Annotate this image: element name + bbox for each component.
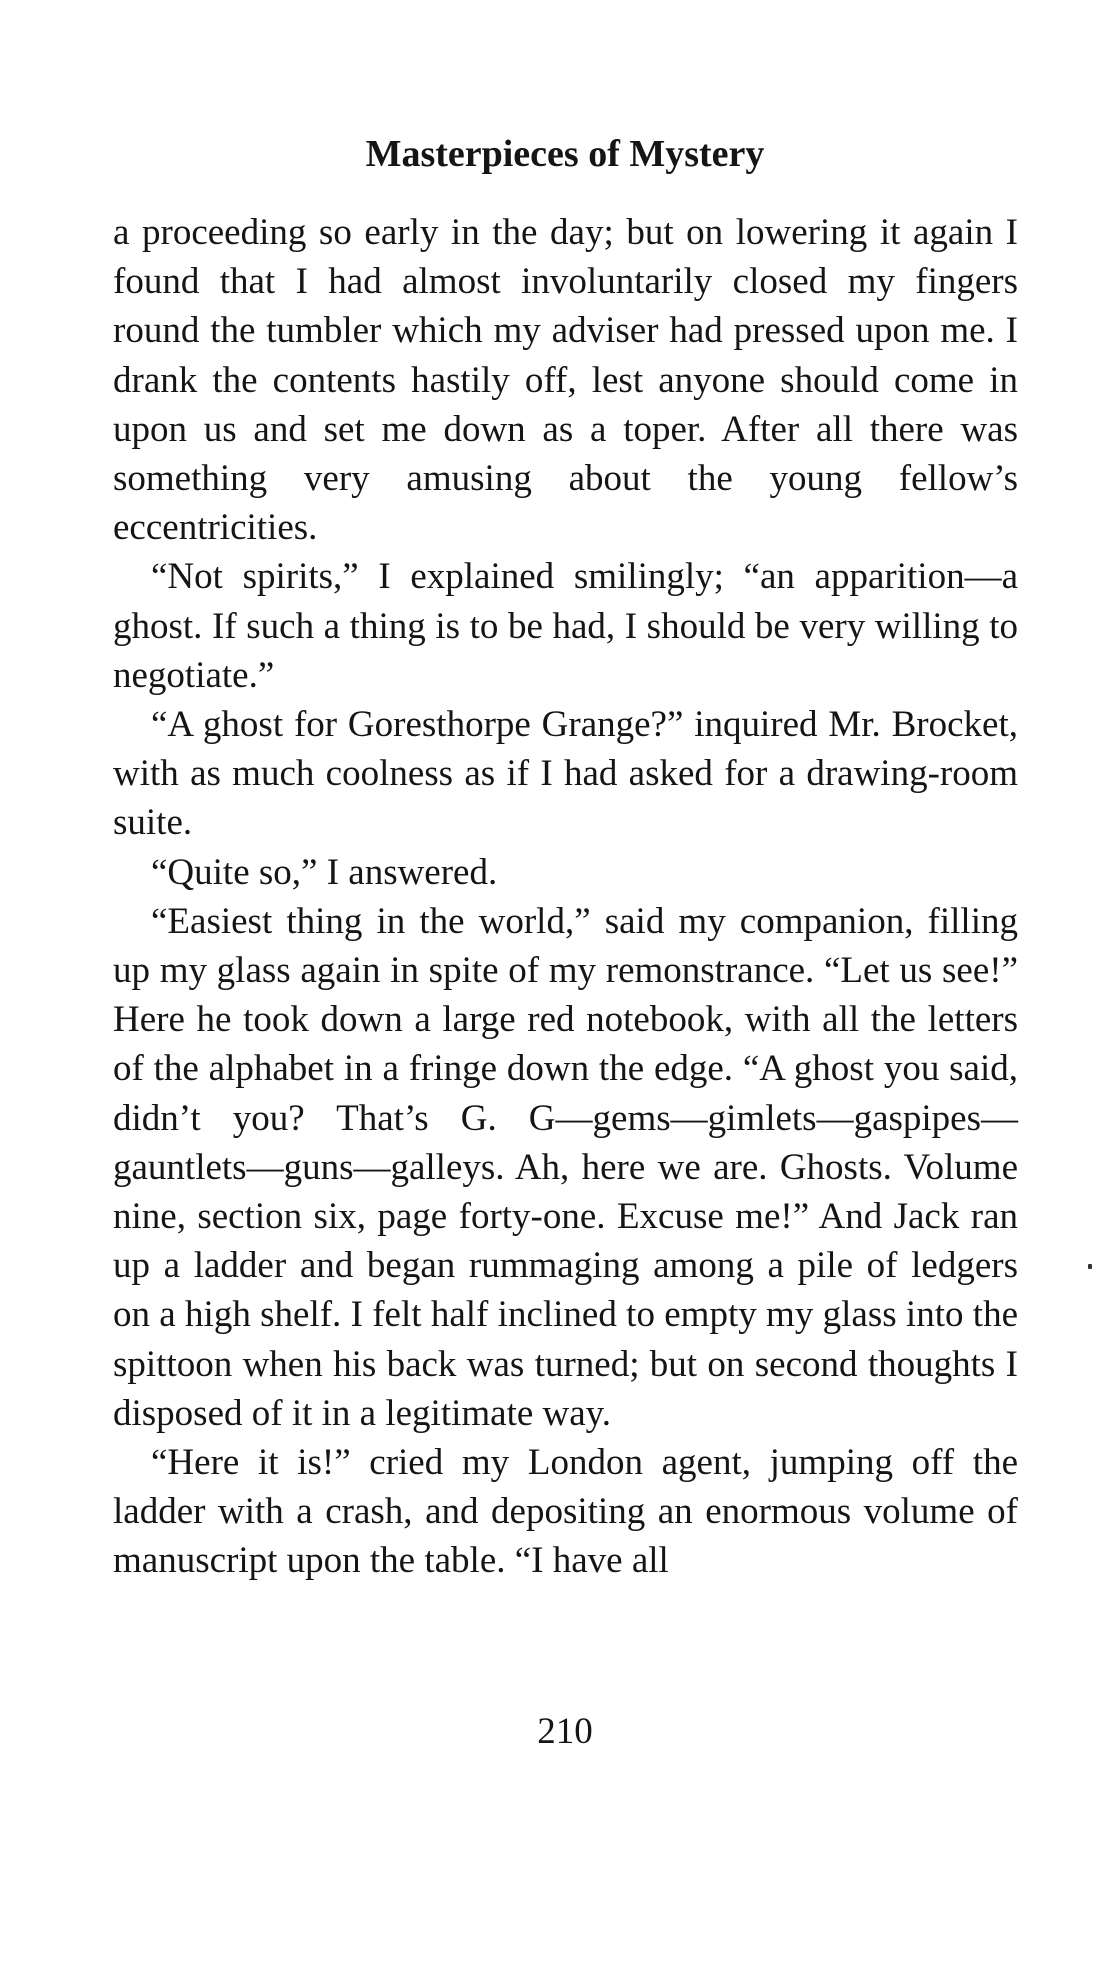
paragraph: “Easiest thing in the world,” said my companion, filling up my glass again in spite of my remonstrance. “Let us see!” Here he took down a large red notebook, with all the letters of the alphabet in a fringe down the edge. “A ghost you said, didn’t you? That’s G. G—gems—gimlets—gaspipes—gauntlets—guns—galleys. Ah, here we are. Ghosts. Volume nine, section six, page forty-one. Excuse me!” And Jack ran up a ladder and began rummaging among a pile of ledgers on a high shelf. I felt half inclined to empty my glass into the spittoon when his back was turned; but on second thoughts I disposed of it in a legitimate way. xyxy=(113,900,1018,1434)
paragraph: a proceeding so early in the day; but on lowering it again I found that I had almost involuntarily closed my fingers round the tumbler which my adviser had pressed upon me. I drank the contents hastily off, lest anyone should come in upon us and set me down as a toper. After all there was something very amusing about the young fellow’s eccentricities. xyxy=(113,212,1018,549)
paragraph: “A ghost for Goresthorpe Grange?” inquired Mr. Brocket, with as much coolness as if I had asked for a drawing-room suite. xyxy=(113,704,1018,844)
paragraph: “Here it is!” cried my London agent, jumping off the ladder with a crash, and depositing an enormous volume of manuscript upon the table. “I have all xyxy=(113,1442,1018,1582)
page-number: 210 xyxy=(537,1711,593,1752)
body-text xyxy=(113,208,1018,1586)
paragraph: “Not spirits,” I explained smilingly; “an apparition—a ghost. If such a thing is to be had, I should be very willing to negotiate.” xyxy=(113,556,1018,696)
print-speck xyxy=(1088,1264,1092,1269)
running-head: Masterpieces of Mystery xyxy=(365,133,765,175)
paragraph: “Quite so,” I answered. xyxy=(151,851,498,893)
